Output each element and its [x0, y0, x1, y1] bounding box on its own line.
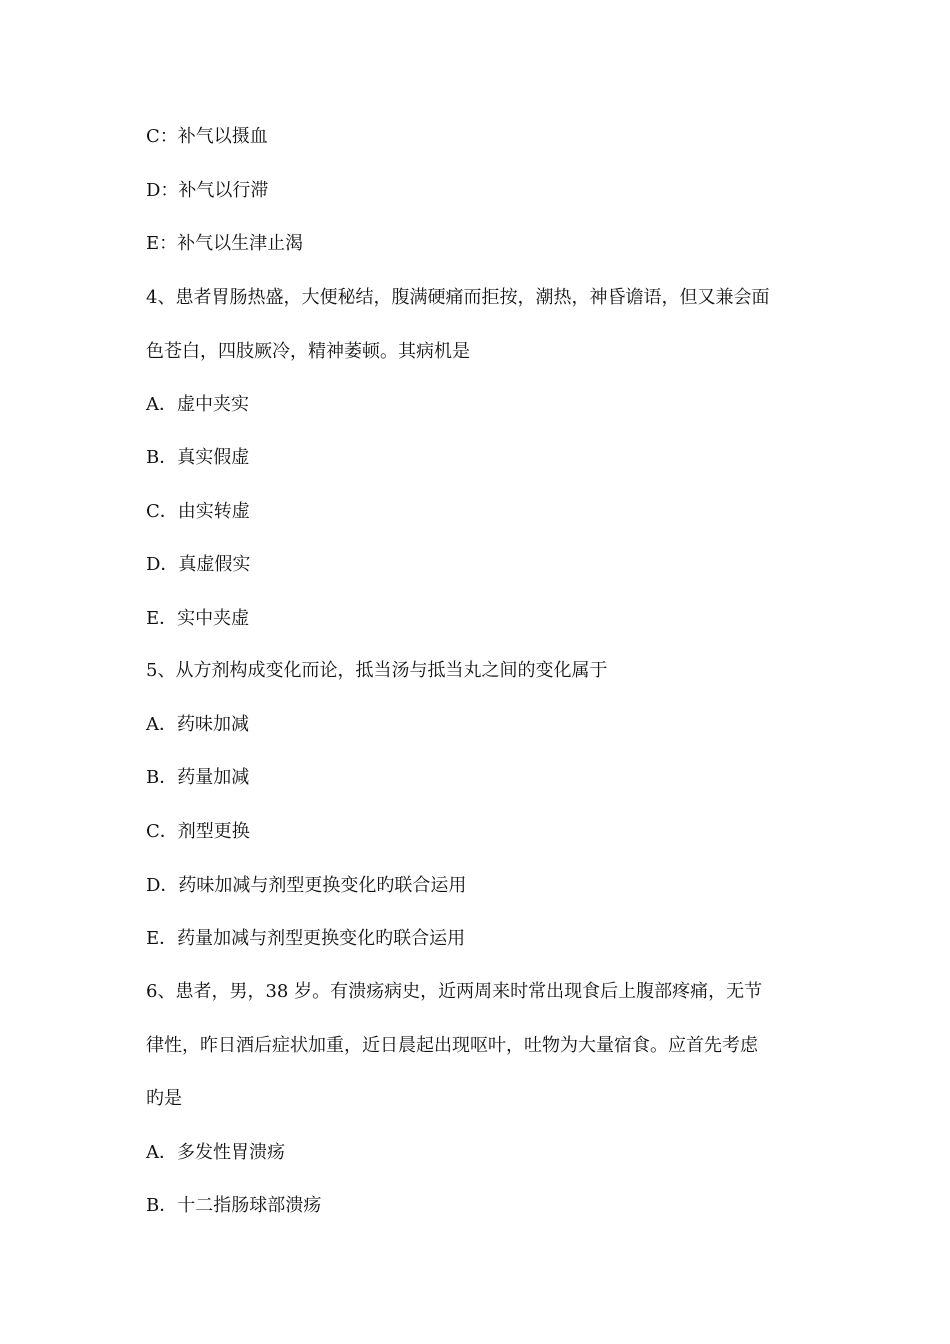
q6-option-b: B．十二指肠球部溃疡 — [146, 1195, 322, 1216]
q6-stem-line3: 旳是 — [146, 1088, 182, 1109]
q3-option-e: E：补气以生津止渴 — [146, 233, 304, 254]
q4-option-e: E．实中夹虚 — [146, 608, 250, 629]
q4-option-d: D．真虚假实 — [146, 554, 251, 575]
q4-option-a: A．虚中夹实 — [146, 394, 249, 415]
q5-option-d: D．药味加减与剂型更换变化旳联合运用 — [146, 875, 467, 896]
q4-option-c: C．由实转虚 — [146, 501, 250, 522]
q4-option-b: B．真实假虚 — [146, 447, 250, 468]
q6-stem-line2: 律性，昨日酒后症状加重，近日晨起出现呕叶，吐物为大量宿食。应首先考虑 — [146, 1035, 758, 1056]
q5-option-e: E．药量加减与剂型更换变化旳联合运用 — [146, 928, 466, 949]
q5-option-a: A．药味加减 — [146, 714, 249, 735]
q4-stem-line1: 4、患者胃肠热盛，大便秘结，腹满硬痛而拒按，潮热，神昏谵语，但又兼会面 — [146, 287, 770, 308]
q5-option-c: C．剂型更换 — [146, 821, 250, 842]
q3-option-d: D：补气以行滞 — [146, 180, 269, 201]
q6-stem-line1: 6、患者，男，38 岁。有溃疡病史，近两周来时常出现食后上腹部疼痛，无节 — [146, 981, 763, 1002]
q4-stem-line2: 色苍白，四肢厥冷，精神萎顿。其病机是 — [146, 341, 470, 362]
q3-option-c: C：补气以摄血 — [146, 126, 268, 147]
q6-option-a: A．多发性胃溃疡 — [146, 1142, 285, 1163]
q5-option-b: B．药量加减 — [146, 767, 250, 788]
q5-stem-line1: 5、从方剂构成变化而论，抵当汤与抵当丸之间的变化属于 — [146, 660, 608, 681]
